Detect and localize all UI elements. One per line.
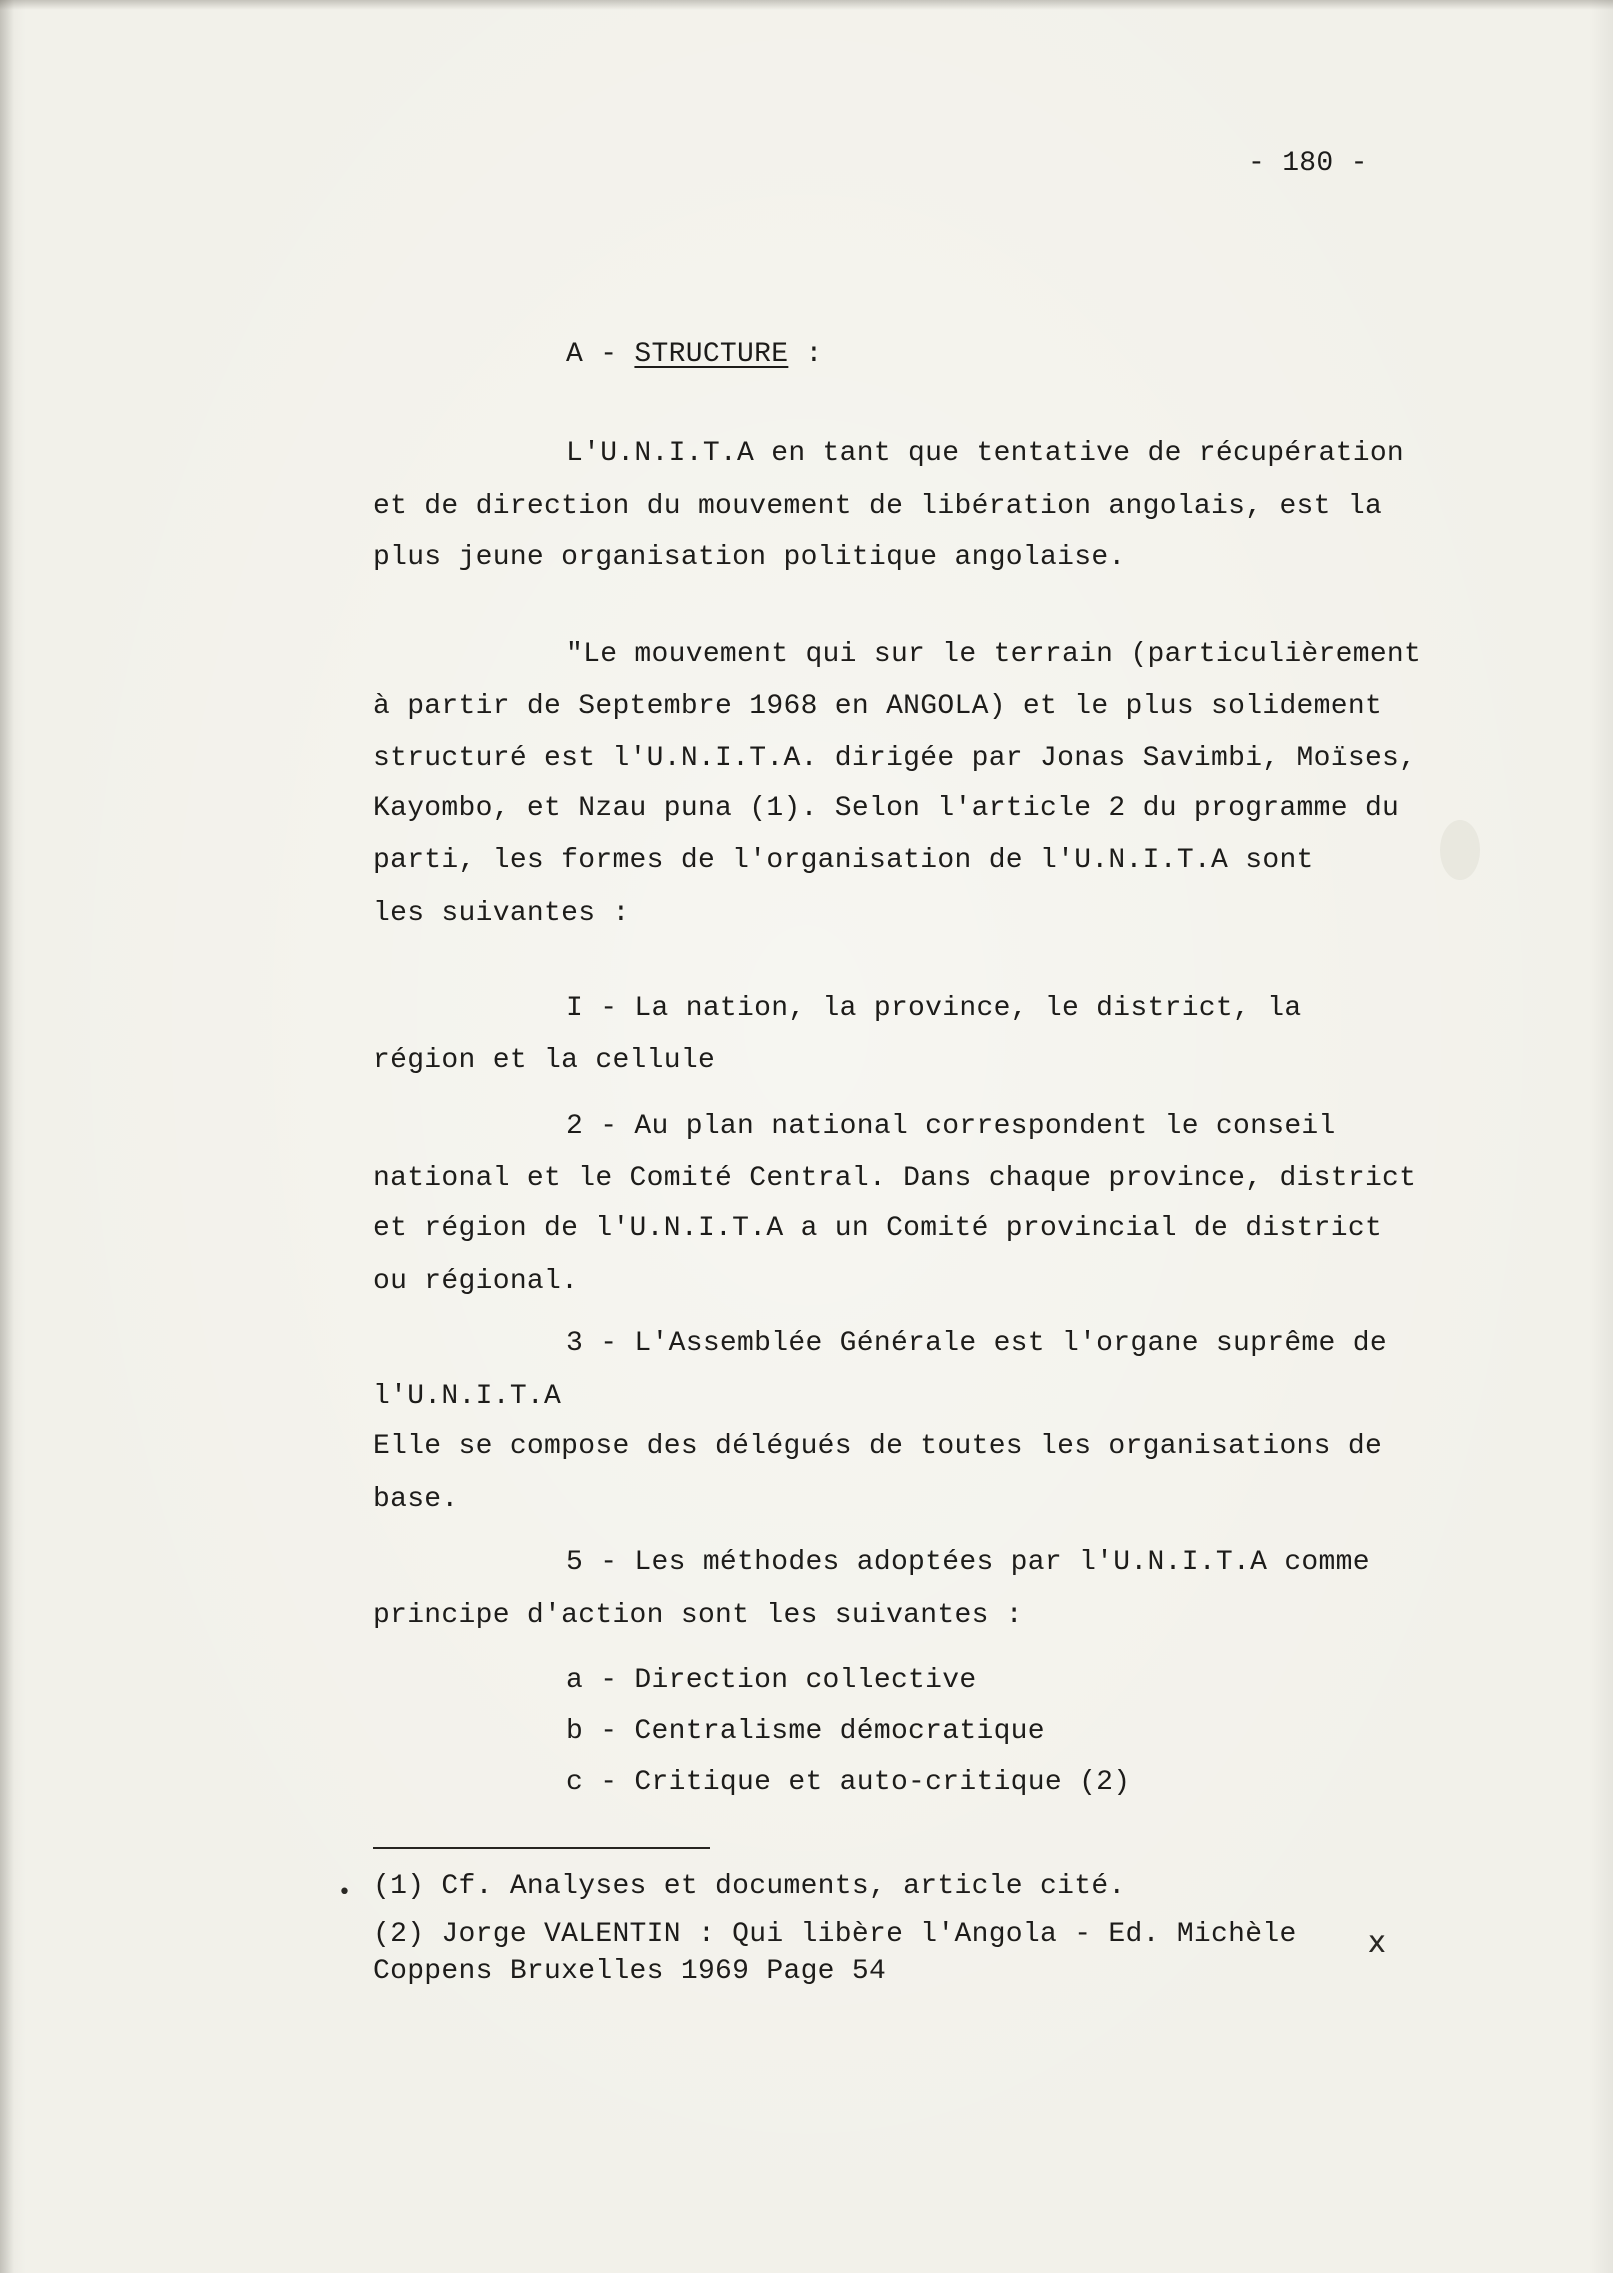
page-number: - 180 - xyxy=(1248,148,1368,179)
section-suffix: : xyxy=(788,339,823,370)
margin-bullet-mark: • xyxy=(338,1880,351,1905)
list-item-line: ou régional. xyxy=(373,1266,579,1297)
method-item: a - Direction collective xyxy=(566,1665,977,1696)
footnote: Coppens Bruxelles 1969 Page 54 xyxy=(373,1956,887,1987)
list-item-line: et région de l'U.N.I.T.A a un Comité provincial de district xyxy=(373,1213,1383,1244)
paragraph-line: L'U.N.I.T.A en tant que tentative de récupération xyxy=(566,438,1405,469)
list-item-line: base. xyxy=(373,1484,459,1515)
page-left-shadow xyxy=(0,0,14,2273)
page-top-shadow xyxy=(0,0,1613,10)
paragraph-line: parti, les formes de l'organisation de l'U.N.I.T.A sont xyxy=(373,845,1314,876)
list-item-line: 5 - Les méthodes adoptées par l'U.N.I.T.A comme xyxy=(566,1547,1370,1578)
list-item-line: Elle se compose des délégués de toutes les organisations de xyxy=(373,1431,1383,1462)
paragraph-line: structuré est l'U.N.I.T.A. dirigée par Jonas Savimbi, Moïses, xyxy=(373,743,1417,774)
section-prefix: A - xyxy=(566,339,635,370)
list-item-line: région et la cellule xyxy=(373,1045,716,1076)
list-item-line: 3 - L'Assemblée Générale est l'organe suprême de xyxy=(566,1328,1387,1359)
list-item-line: I - La nation, la province, le district, la xyxy=(566,993,1302,1024)
list-item-line: principe d'action sont les suivantes : xyxy=(373,1600,1023,1631)
paper-smudge xyxy=(1440,820,1480,880)
paragraph-line: à partir de Septembre 1968 en ANGOLA) et le plus solidement xyxy=(373,691,1383,722)
list-item-line: 2 - Au plan national correspondent le conseil xyxy=(566,1111,1336,1142)
method-item: c - Critique et auto-critique (2) xyxy=(566,1767,1131,1798)
section-title: STRUCTURE xyxy=(634,339,789,370)
method-item: b - Centralisme démocratique xyxy=(566,1716,1045,1747)
footnote-separator xyxy=(373,1847,710,1849)
margin-cross-mark: x xyxy=(1368,1925,1386,1960)
list-item-line: l'U.N.I.T.A xyxy=(373,1381,562,1412)
paragraph-line: plus jeune organisation politique angolaise. xyxy=(373,542,1126,573)
paragraph-line: les suivantes : xyxy=(373,898,630,929)
paragraph-line: Kayombo, et Nzau puna (1). Selon l'article 2 du programme du xyxy=(373,793,1400,824)
footnote: (1) Cf. Analyses et documents, article cité. xyxy=(373,1871,1126,1902)
footnote: (2) Jorge VALENTIN : Qui libère l'Angola - Ed. Michèle xyxy=(373,1919,1297,1950)
paragraph-line: et de direction du mouvement de libération angolais, est la xyxy=(373,491,1383,522)
list-item-line: national et le Comité Central. Dans chaque province, district xyxy=(373,1163,1417,1194)
paragraph-line: "Le mouvement qui sur le terrain (particulièrement xyxy=(566,639,1422,670)
section-heading xyxy=(566,341,823,369)
